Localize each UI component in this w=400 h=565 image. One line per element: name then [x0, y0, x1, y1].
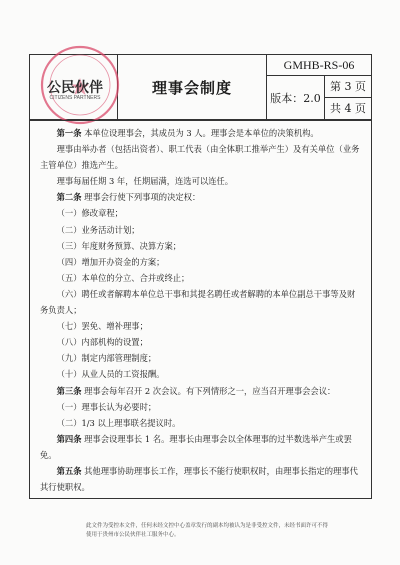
footer-line: 此文件为受控本文件，任何未经文控中心盖章发行的副本均被认为是非受控文件，未经书面许可不得 [86, 523, 329, 529]
article-lead: 第四条 [56, 433, 82, 444]
paragraph-text: 理事由举办者（包括出资者）、职工代表（由全体职工推举产生）及有关单位（业务主管单位）推选产生。 [40, 144, 360, 171]
list-item: （七）罢免、增补理事； [56, 321, 148, 332]
list-item: （八）内部机构的设置； [56, 337, 148, 348]
article-4 [40, 431, 362, 463]
list-item: （一）理事长认为必要时； [56, 401, 157, 412]
list-item: （九）制定内部管理制度； [56, 353, 157, 364]
paragraph [40, 141, 362, 173]
footer-line: 使用于贵州市公民伙伴社工服务中心。 [86, 532, 180, 538]
document-title: 理事会制度 [118, 55, 267, 119]
document-code: GMHB-RS-06 [267, 55, 371, 76]
document-body [29, 120, 372, 499]
article-lead: 第三条 [56, 385, 82, 396]
article-text: 理事会设理事长 1 名。理事长由理事会以全体理事的过半数选举产生或罢免。 [40, 433, 352, 460]
article-3 [40, 383, 362, 399]
paragraph-text: 理事每届任期 3 年，任期届满，连选可以连任。 [56, 176, 234, 187]
logo-cell [30, 55, 118, 119]
document-header-table [29, 54, 372, 120]
article-lead: 第五条 [56, 465, 82, 476]
page-number: 第 3 页 [325, 76, 371, 97]
article-2 [40, 189, 362, 205]
article-text: 理事会每年召开 2 次会议。有下列情形之一，应当召开理事会会议： [81, 385, 336, 396]
list-item: （十）从业人员的工资报酬。 [56, 369, 165, 380]
list-item: （一）修改章程； [56, 208, 123, 219]
article-text: 理事会行使下列事项的决定权： [81, 192, 201, 203]
paragraph [40, 173, 362, 189]
list-item: （二）1/3 以上理事联名提议时。 [56, 417, 181, 428]
article-1 [40, 125, 362, 141]
list-item: （五）本单位的分立、合并或终止； [56, 272, 190, 283]
article-lead: 第二条 [56, 192, 82, 203]
list-item: （四）增加开办资金的方案； [56, 256, 165, 267]
list-item: （二）业务活动计划； [56, 224, 140, 235]
list-item: （三）年度财务预算、决算方案； [56, 240, 182, 251]
brand-logo-subtitle: CITIZENS PARTNERS [49, 95, 101, 101]
article-5 [40, 463, 362, 495]
version-label: 版本：2.0 [267, 76, 325, 119]
article-text: 其他理事协助理事长工作，理事长不能行使职权时，由理事长指定的理事代其行使职权。 [40, 465, 358, 493]
brand-logo-text: 公民伙伴 [47, 80, 103, 96]
article-text: 本单位设理事会，其成员为 3 人。理事会是本单位的决策机构。 [81, 128, 319, 138]
list-item: （六）聘任或者解聘本单位总干事和其提名聘任或者解聘的本单位副总干事等及财务负责人； [40, 288, 356, 316]
article-lead: 第一条 [56, 128, 82, 138]
footer-notice [86, 522, 346, 540]
total-pages: 共 4 页 [330, 102, 366, 116]
